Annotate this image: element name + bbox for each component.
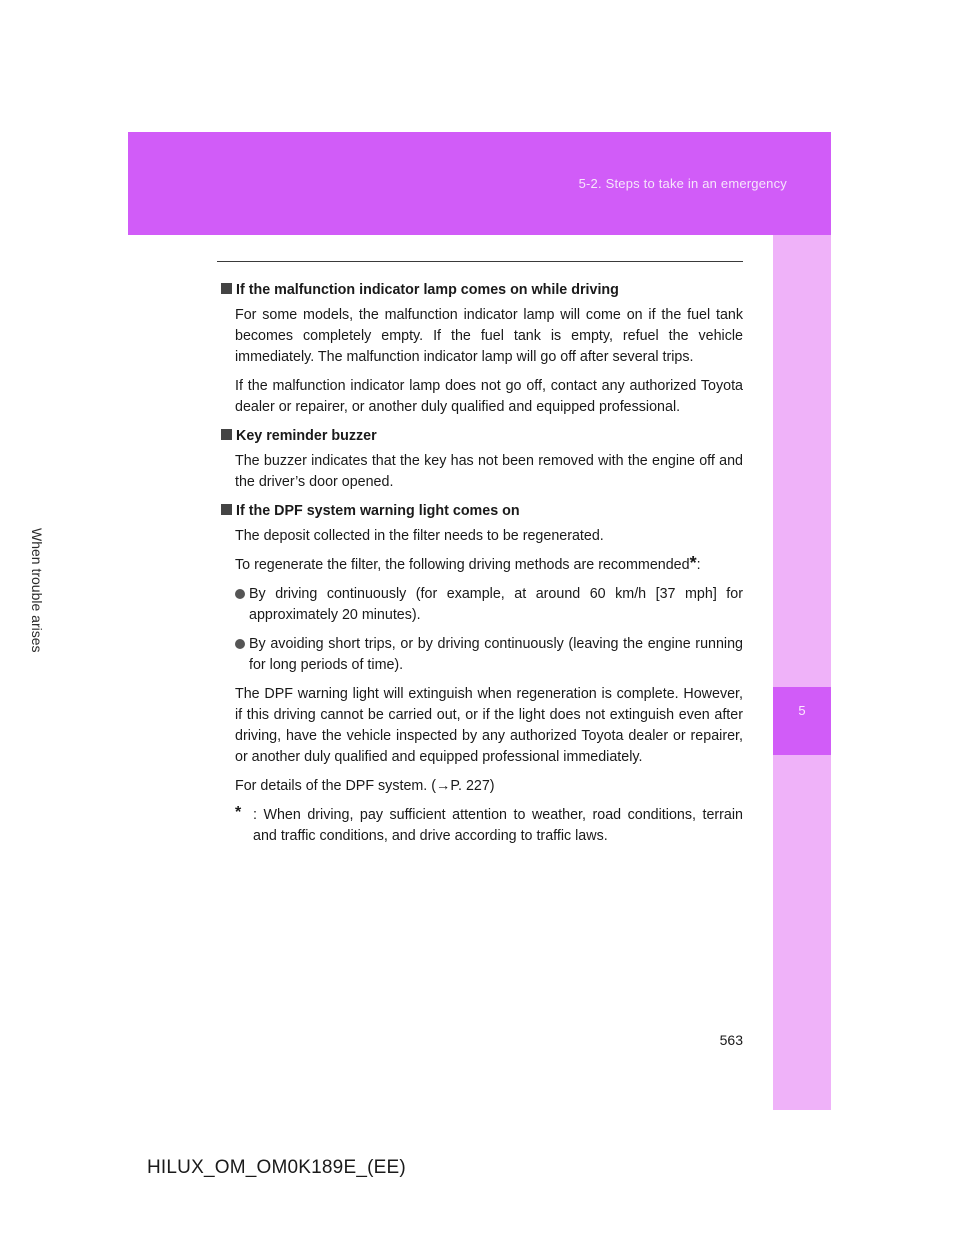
paragraph: If the malfunction indicator lamp does not go off, contact any authorized Toyota dealer or repairer, or another duly qualified and equipped professional. bbox=[235, 378, 743, 415]
section-heading bbox=[221, 280, 743, 301]
header-band bbox=[128, 132, 831, 235]
square-bullet-icon bbox=[221, 429, 232, 440]
round-bullet-icon bbox=[235, 639, 245, 649]
paragraph-intro bbox=[235, 555, 743, 576]
paragraph: The deposit collected in the filter needs to be regenerated. bbox=[235, 528, 604, 544]
paragraph: For some models, the malfunction indicator lamp will come on if the fuel tank becomes completely empty. If the fuel tank is empty, refuel the vehicle immediately. The malfunction indicator lamp will go off after several trips. bbox=[235, 307, 743, 365]
top-rule bbox=[217, 261, 743, 262]
footnote-mark: * bbox=[235, 804, 242, 821]
list-item-text: By avoiding short trips, or by driving continuously (leaving the engine running for long periods of time). bbox=[249, 636, 743, 673]
footnote-text: : When driving, pay sufficient attention to weather, road conditions, terrain and traffic conditions, and drive according to traffic laws. bbox=[253, 807, 743, 844]
square-bullet-icon bbox=[221, 283, 232, 294]
heading-text: If the malfunction indicator lamp comes on while driving bbox=[236, 282, 619, 298]
page-reference bbox=[235, 776, 743, 797]
chapter-number-block bbox=[773, 687, 831, 755]
section-title: 5-2. Steps to take in an emergency bbox=[578, 176, 787, 191]
paragraph: The DPF warning light will extinguish when regeneration is complete. However, if this driving cannot be carried out, or if the light does not extinguish even after driving, have the vehicle inspected by any authorized Toyota dealer or repairer, or another duly qualified and equipped professional immediately. bbox=[235, 686, 743, 765]
round-bullet-icon bbox=[235, 589, 245, 599]
page-number: 563 bbox=[719, 1032, 743, 1048]
heading-text: Key reminder buzzer bbox=[236, 428, 377, 444]
footnote-marker: * bbox=[689, 553, 697, 573]
list-item bbox=[235, 634, 743, 676]
section-heading bbox=[221, 426, 743, 447]
arrow-icon: → bbox=[436, 778, 451, 794]
intro-text: To regenerate the filter, the following driving methods are recommended bbox=[235, 557, 690, 573]
list-item bbox=[235, 584, 743, 626]
heading-text: If the DPF system warning light comes on bbox=[236, 503, 520, 519]
chapter-side-tab bbox=[773, 235, 831, 1110]
reference-text: For details of the DPF system. ( bbox=[235, 778, 437, 794]
page-content bbox=[221, 280, 743, 847]
intro-end: : bbox=[696, 557, 701, 573]
chapter-number: 5 bbox=[798, 703, 806, 718]
document-code: HILUX_OM_OM0K189E_(EE) bbox=[147, 1157, 406, 1178]
list-item-text: By driving continuously (for example, at around 60 km/h [37 mph] for approximately 20 minutes). bbox=[249, 586, 743, 623]
chapter-title: When trouble arises bbox=[29, 528, 45, 653]
footnote bbox=[235, 805, 743, 847]
reference-page: P. 227) bbox=[450, 778, 495, 794]
square-bullet-icon bbox=[221, 504, 232, 515]
section-heading bbox=[221, 501, 743, 522]
paragraph: The buzzer indicates that the key has not been removed with the engine off and the driver’s door opened. bbox=[235, 453, 743, 490]
